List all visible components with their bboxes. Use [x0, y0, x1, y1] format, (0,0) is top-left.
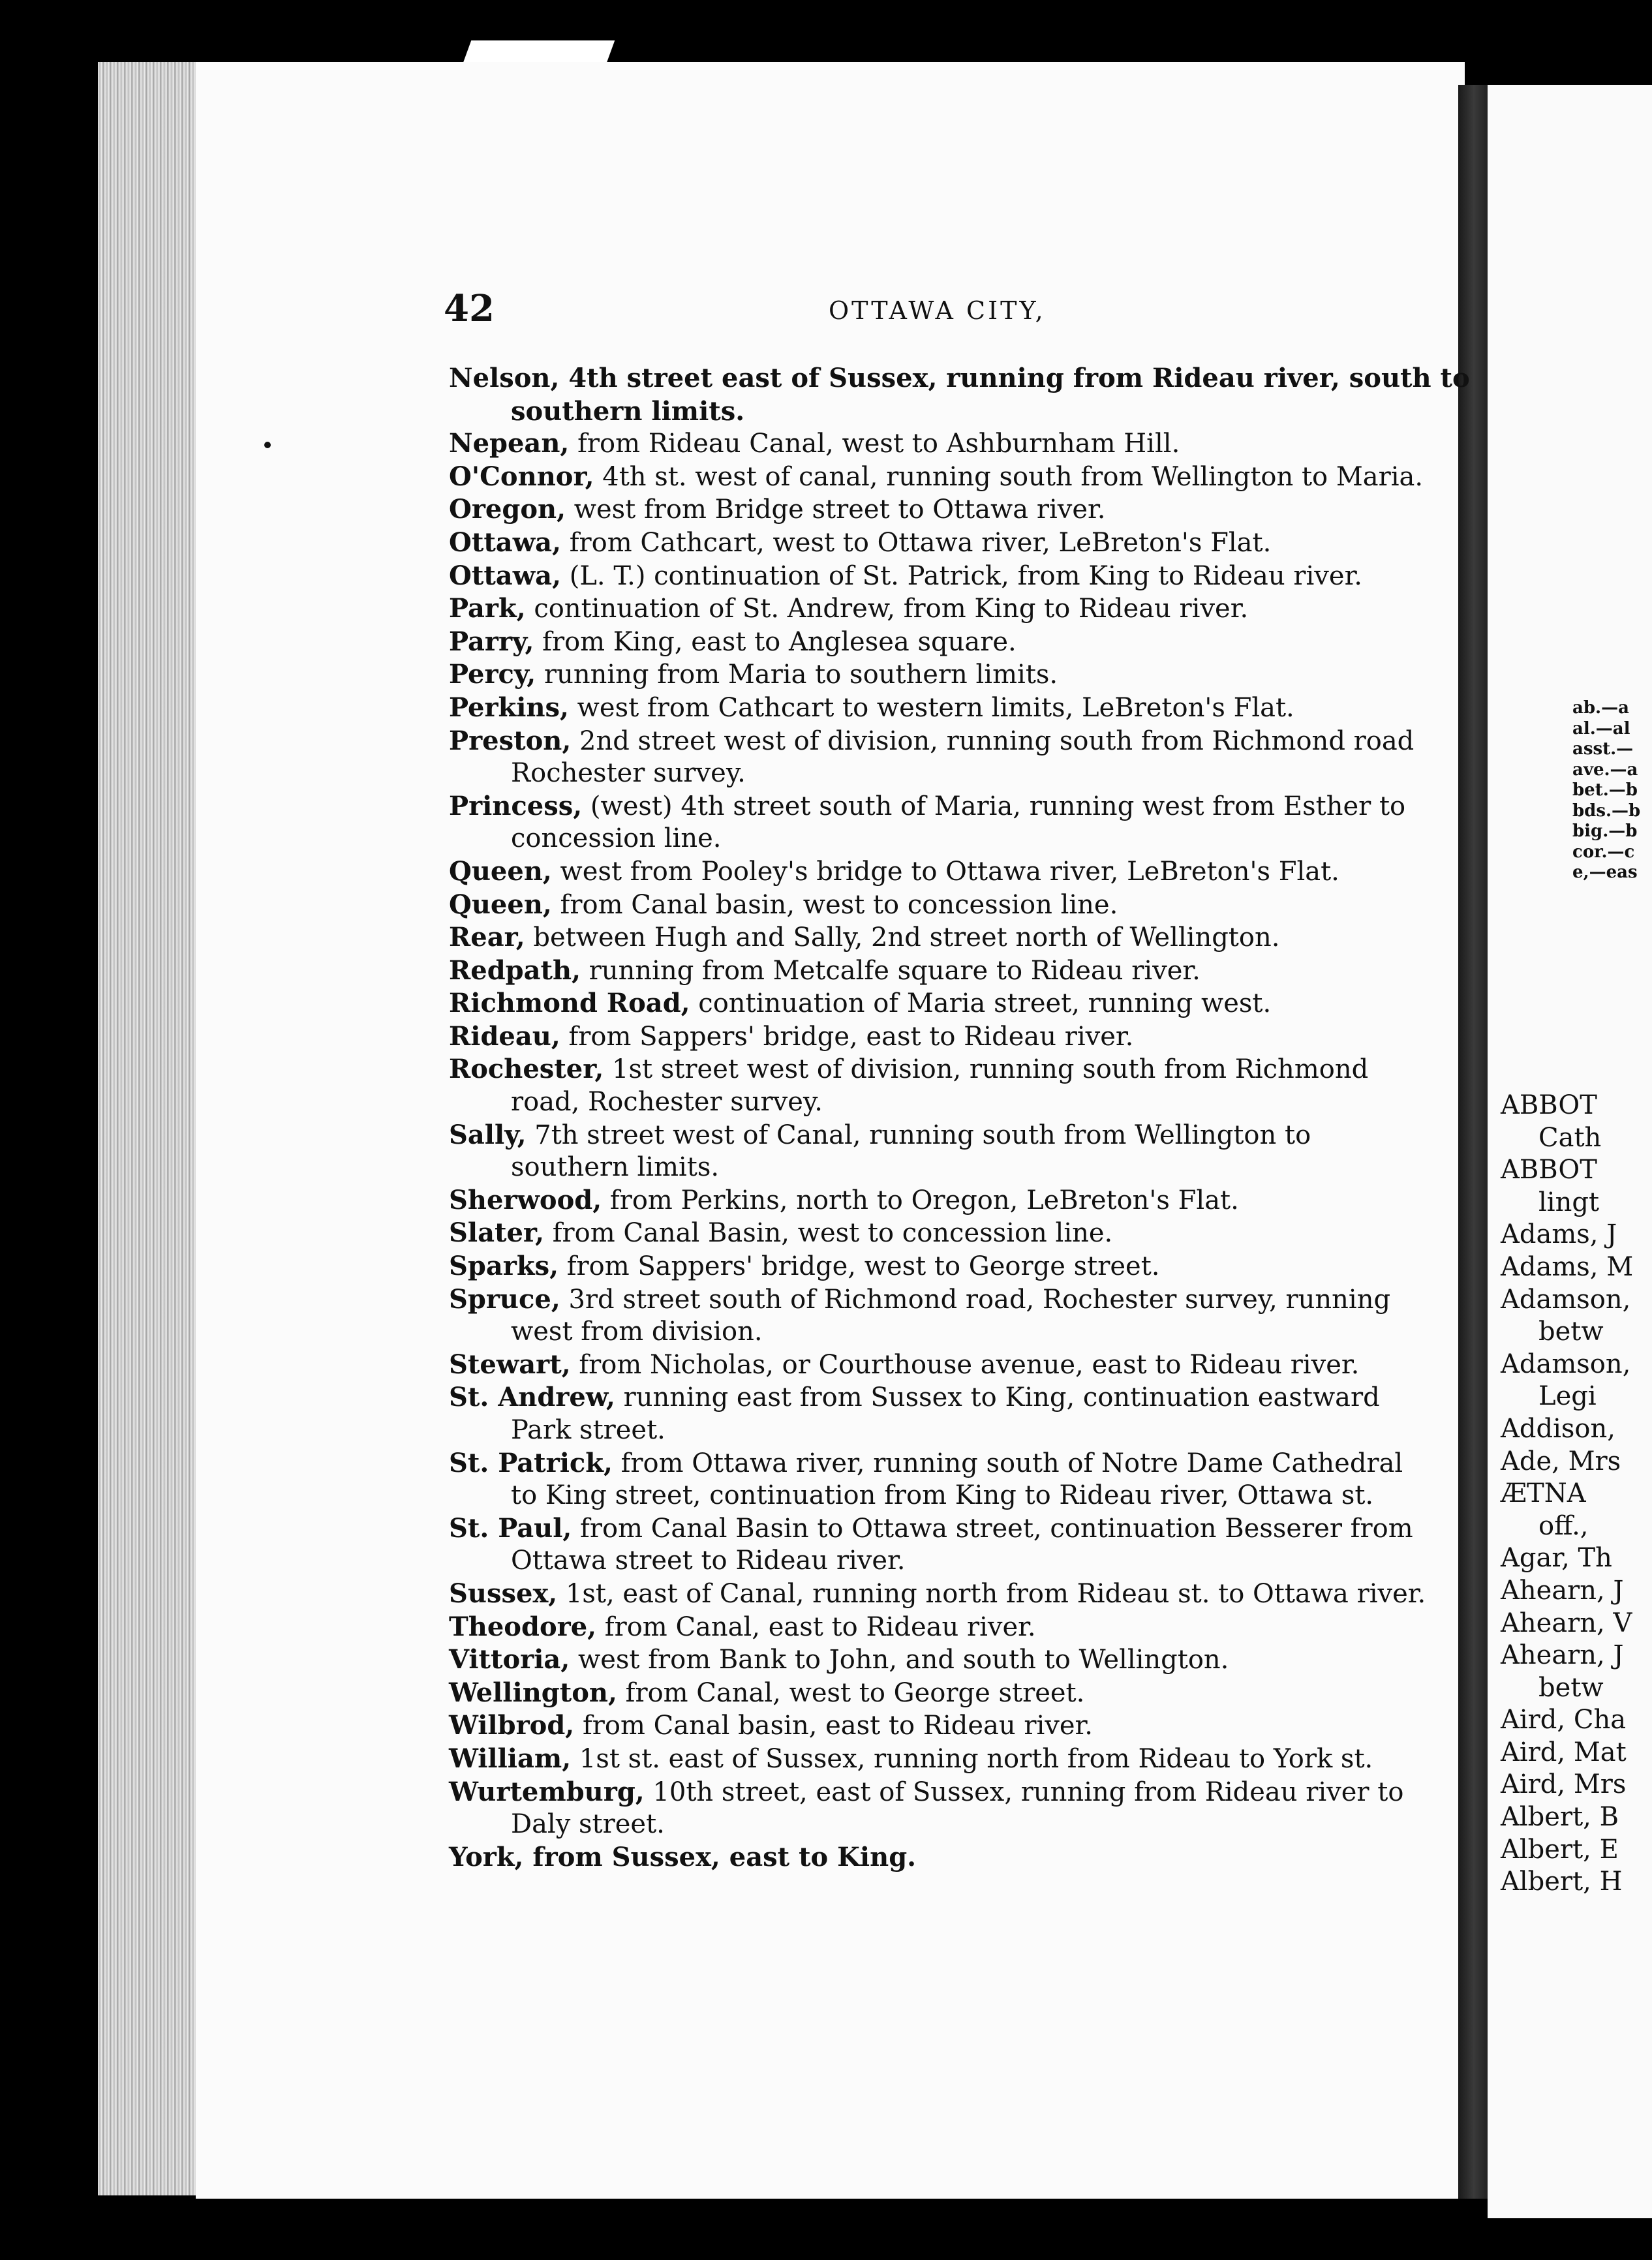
street-entry: [449, 1643, 1415, 1677]
street-entry: [449, 1677, 1415, 1710]
abbreviation-list: [1572, 698, 1640, 883]
entry-continuation: Rochester survey.: [511, 758, 746, 789]
entry-continuation: road, Rochester survey.: [511, 1087, 823, 1118]
street-description: continuation of Maria street, running west.: [690, 988, 1272, 1019]
street-entry: [449, 725, 1415, 790]
street-entry: [449, 461, 1424, 494]
abbreviation-item: cor.—c: [1572, 842, 1635, 862]
entry-line: [449, 1020, 1415, 1054]
street-name: Park,: [449, 593, 526, 624]
directory-name: Albert, B: [1501, 1802, 1619, 1833]
entry-line: [449, 427, 1415, 461]
street-description: from Canal Basin to Ottawa street, continuation Besserer from: [572, 1513, 1413, 1544]
street-name: Ottawa,: [449, 527, 561, 558]
street-name: Oregon,: [449, 494, 566, 525]
street-name: Stewart,: [449, 1349, 571, 1380]
street-name: Sparks,: [449, 1251, 559, 1282]
directory-name: Agar, Th: [1501, 1543, 1612, 1574]
street-name: Theodore,: [449, 1611, 597, 1642]
street-entry: [449, 1020, 1415, 1054]
street-name: York,: [449, 1841, 524, 1872]
street-description: 7th street west of Canal, running south from Wellington to: [526, 1120, 1311, 1150]
street-description: running from Metcalfe square to Rideau river.: [581, 955, 1201, 986]
street-entry: [449, 1217, 1415, 1250]
abbreviation-item: bds.—b: [1572, 801, 1641, 821]
street-entry: [449, 1119, 1415, 1184]
street-entry: [449, 1381, 1415, 1446]
abbreviation-item: e,—eas: [1572, 863, 1638, 882]
street-name: Wurtemburg,: [449, 1776, 645, 1807]
street-name: Wilbrod,: [449, 1710, 575, 1741]
street-description: west from Cathcart to western limits, LeBreton's Flat.: [568, 692, 1294, 723]
entry-line: [449, 1184, 1415, 1217]
street-name: Princess,: [449, 790, 583, 821]
street-name: Percy,: [449, 659, 536, 690]
street-entry: [449, 790, 1415, 855]
street-description: running east from Sussex to King, continuation eastward: [615, 1382, 1380, 1413]
street-name: Ottawa,: [449, 560, 561, 591]
street-name: St. Andrew,: [449, 1382, 615, 1413]
street-name: Spruce,: [449, 1283, 560, 1315]
street-description: from Perkins, north to Oregon, LeBreton's Flat.: [602, 1185, 1239, 1215]
entry-line: [449, 855, 1415, 889]
street-entry: [449, 1776, 1415, 1841]
street-description: west from Bank to John, and south to Wellington.: [570, 1645, 1229, 1675]
entry-line: [449, 493, 1415, 527]
page-number: 42: [444, 287, 495, 330]
street-name: St. Paul,: [449, 1512, 572, 1544]
street-entry: [449, 592, 1415, 626]
entry-line: [449, 658, 1415, 692]
entry-line: [449, 1349, 1415, 1382]
entry-continuation: southern limits.: [511, 1152, 720, 1183]
street-entry: [449, 560, 1415, 593]
street-description: from Canal Basin, west to concession line.: [544, 1218, 1113, 1249]
street-entry: [449, 1743, 1415, 1776]
margin-dot: [264, 442, 271, 448]
street-entry: [449, 658, 1415, 692]
street-entry: [449, 1447, 1415, 1512]
entry-line: [449, 1217, 1415, 1250]
entry-line: [449, 626, 1415, 659]
street-entry: [449, 1283, 1415, 1349]
entry-line: [449, 1119, 1415, 1152]
street-name: Sherwood,: [449, 1184, 602, 1215]
street-description: from Cathcart, west to Ottawa river, LeBreton's Flat.: [561, 527, 1272, 558]
page-edges: [98, 62, 202, 2195]
street-entry: [449, 889, 1415, 922]
directory-name: Adamson,: [1501, 1284, 1631, 1315]
street-entry: [449, 1250, 1415, 1283]
directory-name: Legi: [1538, 1381, 1597, 1412]
street-name: O'Connor,: [449, 461, 594, 492]
street-name: Redpath,: [449, 954, 581, 986]
directory-name: Albert, H: [1501, 1867, 1623, 1897]
directory-name: Aird, Cha: [1501, 1705, 1627, 1735]
directory-name: Ahearn, V: [1501, 1608, 1632, 1638]
entry-continuation: west from division.: [511, 1317, 763, 1347]
directory-name: off.,: [1538, 1510, 1589, 1541]
entry-line: [449, 725, 1415, 758]
entry-line: [449, 954, 1415, 988]
street-name: William,: [449, 1743, 572, 1774]
abbreviation-item: big.—b: [1572, 821, 1638, 841]
directory-name: lingt: [1538, 1187, 1600, 1217]
entry-line: [449, 527, 1415, 560]
entry-line: [449, 1611, 1415, 1644]
directory-name: Adamson,: [1501, 1349, 1631, 1379]
street-name: Rochester,: [449, 1054, 604, 1085]
abbreviation-item: ave.—a: [1572, 759, 1638, 780]
street-description: from Sussex, east to King.: [523, 1841, 917, 1872]
street-description: 1st street west of division, running south from Richmond: [604, 1054, 1369, 1085]
street-description: from Rideau Canal, west to Ashburnham Hill.: [569, 429, 1180, 459]
entry-line: [449, 560, 1415, 593]
abbreviation-item: bet.—b: [1572, 780, 1638, 800]
abbreviation-item: ab.—a: [1572, 698, 1629, 718]
entry-line: [449, 1512, 1415, 1546]
street-description: from Sappers' bridge, west to George street.: [558, 1251, 1160, 1282]
street-entry: [449, 987, 1415, 1020]
directory-name: ABBOT: [1501, 1090, 1597, 1120]
street-entry: [449, 1512, 1415, 1578]
entry-line: [449, 592, 1415, 626]
street-name: Rideau,: [449, 1020, 560, 1052]
directory-name: Addison,: [1501, 1413, 1615, 1444]
street-description: between Hugh and Sally, 2nd street north of Wellington.: [525, 923, 1280, 953]
street-description: 2nd street west of division, running south from Richmond road: [571, 725, 1415, 756]
entry-line: [449, 921, 1415, 954]
entry-line: [449, 1743, 1415, 1776]
street-name: Queen,: [449, 855, 552, 887]
entry-line: [449, 1776, 1415, 1809]
street-description: from Nicholas, or Courthouse avenue, east to Rideau river.: [570, 1349, 1360, 1380]
entry-line: [449, 1053, 1415, 1086]
street-description: west from Bridge street to Ottawa river.: [566, 495, 1106, 525]
street-description: west from Pooley's bridge to Ottawa river, LeBreton's Flat.: [551, 856, 1339, 887]
directory-name: Adams, M: [1501, 1251, 1634, 1282]
street-description: (west) 4th street south of Maria, running west from Esther to: [582, 791, 1406, 821]
street-description: 4th st. west of canal, running south from Wellington to Maria.: [594, 461, 1424, 492]
directory-name: Aird, Mat: [1501, 1737, 1627, 1767]
street-entry: [449, 1053, 1415, 1118]
entry-line: [449, 1709, 1415, 1743]
street-name: Sussex,: [449, 1578, 558, 1609]
street-name: Parry,: [449, 626, 534, 657]
street-entry: [449, 527, 1415, 560]
directory-name: Cath: [1538, 1122, 1602, 1153]
street-name: Vittoria,: [449, 1644, 570, 1675]
entry-continuation: Ottawa street to Rideau river.: [511, 1546, 906, 1576]
entry-line: [449, 987, 1415, 1020]
directory-name: Ahearn, J: [1501, 1640, 1624, 1671]
running-head: OTTAWA CITY,: [829, 296, 1046, 325]
street-entry: [449, 1349, 1415, 1382]
entry-line: [449, 1643, 1415, 1677]
street-name: Wellington,: [449, 1677, 617, 1708]
street-description: running from Maria to southern limits.: [536, 660, 1058, 690]
street-name: Nelson,: [449, 363, 560, 393]
street-name: Richmond Road,: [449, 988, 690, 1019]
directory-name: Ade, Mrs: [1501, 1446, 1621, 1476]
entry-line: [449, 1447, 1415, 1480]
street-entry: [449, 692, 1415, 725]
street-entry: [449, 1611, 1415, 1644]
street-name: Rear,: [449, 922, 525, 953]
abbreviation-item: asst.—: [1572, 739, 1634, 759]
street-description: from Canal basin, east to Rideau river.: [574, 1711, 1093, 1741]
street-name: Queen,: [449, 889, 552, 920]
street-entry: [449, 626, 1415, 659]
directory-name: Albert, E: [1501, 1834, 1619, 1865]
street-description: 3rd street south of Richmond road, Rochester survey, running: [560, 1284, 1391, 1315]
directory-name: betw: [1538, 1672, 1604, 1703]
street-list: [449, 362, 1470, 1874]
street-entry: [449, 921, 1415, 954]
street-description: (L. T.) continuation of St. Patrick, from King to Rideau river.: [561, 560, 1363, 591]
street-name: Nepean,: [449, 428, 570, 459]
street-name: Slater,: [449, 1217, 545, 1249]
entry-continuation: Park street.: [511, 1415, 665, 1445]
street-name: Preston,: [449, 725, 572, 756]
entry-line: [449, 1283, 1415, 1317]
entry-continuation: southern limits.: [511, 395, 745, 427]
directory-name: ÆTNA: [1501, 1478, 1586, 1509]
street-description: from Canal, east to Rideau river.: [596, 1611, 1036, 1642]
street-entry: [449, 1184, 1415, 1217]
entry-line: [449, 889, 1415, 922]
street-description: from Canal basin, west to concession line.: [551, 889, 1118, 920]
directory-name: betw: [1538, 1317, 1604, 1347]
entry-line: [449, 1677, 1415, 1710]
page-header: [444, 287, 1422, 333]
street-description: continuation of St. Andrew, from King to Rideau river.: [525, 594, 1249, 624]
street-name: St. Patrick,: [449, 1447, 613, 1478]
entry-line: [449, 362, 1470, 395]
street-description: from Ottawa river, running south of Notre Dame Cathedral: [612, 1448, 1403, 1478]
street-description: from Sappers' bridge, east to Rideau river.: [560, 1021, 1134, 1052]
street-name: Perkins,: [449, 692, 569, 723]
entry-line: [449, 1578, 1426, 1611]
street-entry: [449, 855, 1415, 889]
street-entry: [449, 1709, 1415, 1743]
entry-continuation: to King street, continuation from King to Rideau river, Ottawa st.: [511, 1480, 1374, 1511]
street-description: 1st st. east of Sussex, running north from Rideau to York st.: [571, 1743, 1373, 1774]
street-description: 1st, east of Canal, running north from Rideau st. to Ottawa river.: [557, 1578, 1426, 1609]
entry-line: [449, 1841, 1415, 1874]
directory-name: Ahearn, J: [1501, 1575, 1624, 1606]
entry-continuation: concession line.: [511, 823, 722, 854]
entry-line: [449, 1381, 1415, 1414]
entry-continuation: Daly street.: [511, 1809, 665, 1840]
abbreviation-item: al.—al: [1572, 718, 1630, 739]
directory-name: ABBOT: [1501, 1155, 1597, 1185]
street-entry: [449, 427, 1415, 461]
street-name: Sally,: [449, 1119, 527, 1150]
entry-line: [449, 790, 1415, 823]
street-description: 10th street, east of Sussex, running from Rideau river to: [644, 1777, 1404, 1807]
directory-name: Adams, J: [1501, 1219, 1617, 1250]
street-entry: [449, 954, 1415, 988]
street-entry: [449, 1578, 1426, 1611]
street-description: 4th street east of Sussex, running from Rideau river, south to: [559, 363, 1470, 393]
entry-line: [449, 1250, 1415, 1283]
directory-name: Aird, Mrs: [1501, 1769, 1627, 1800]
entry-line: [449, 692, 1415, 725]
directory-names-list: [1501, 1090, 1633, 1899]
street-description: from Canal, west to George street.: [617, 1677, 1085, 1708]
street-entry: [449, 362, 1470, 427]
street-description: from King, east to Anglesea square.: [534, 626, 1017, 657]
street-entry: [449, 1841, 1415, 1874]
entry-line: [449, 461, 1424, 494]
street-entry: [449, 493, 1415, 527]
